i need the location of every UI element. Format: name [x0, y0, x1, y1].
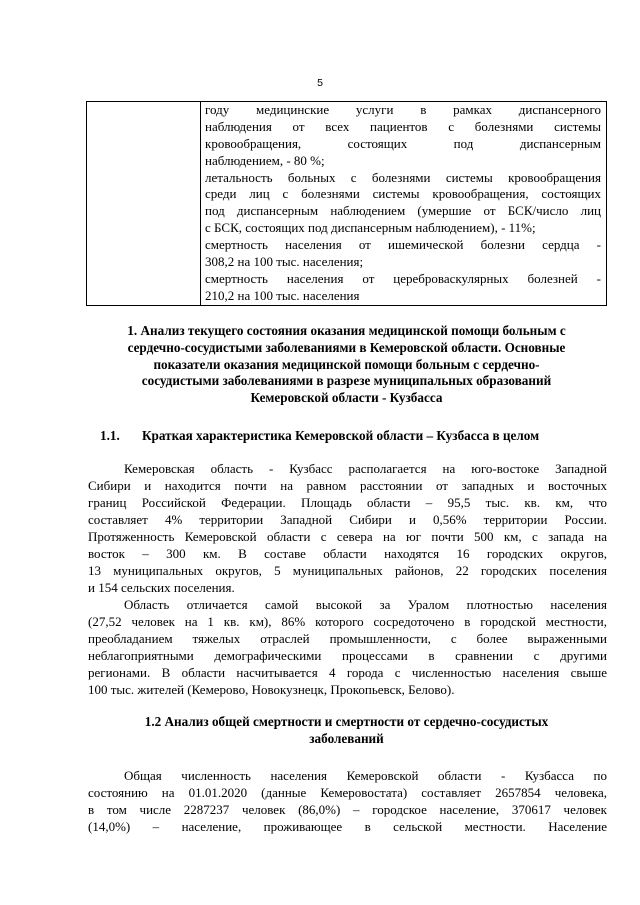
heading-line: заболеваний	[309, 730, 384, 746]
section-1-2-heading	[86, 714, 607, 748]
paragraph-line: Общая численность населения Кемеровской области - Кузбасса по	[124, 768, 607, 783]
heading-line: сосудистыми заболеваниями в разрезе муниципальных образований	[141, 373, 552, 389]
paragraph-line: 100 тыс. жителей (Кемерово, Новокузнецк, Прокопьевск, Белово).	[88, 682, 455, 697]
cell-line: летальность больных с болезнями системы кровообращения	[205, 169, 601, 185]
paragraph-line: состоянию на 01.01.2020 (данные Кемеровостата) составляет 2657854 человека,	[88, 785, 607, 800]
table-cell-empty	[87, 102, 201, 306]
paragraph-line: Кемеровская область - Кузбасс располагается на юго-востоке Западной	[124, 461, 607, 476]
heading-line: Кемеровской области - Кузбасса	[250, 390, 443, 406]
paragraph-geography	[88, 460, 607, 596]
paragraph-line: восток – 300 км. В составе области находятся 16 городских округов,	[88, 546, 607, 561]
cell-line: 210,2 на 100 тыс. населения	[205, 287, 360, 303]
heading-line: 1. Анализ текущего состояния оказания медицинской помощи больным с	[127, 323, 566, 338]
paragraph-line: и 154 сельских поселения.	[88, 580, 235, 595]
section-1-1-heading	[100, 427, 607, 444]
paragraph-line: Область отличается самой высокой за Уралом плотностью населения	[124, 597, 607, 612]
cell-line: с БСК, состоящих под диспансерным наблюдением), - 11%;	[205, 220, 536, 236]
paragraph-line: в том числе 2287237 человек (86,0%) – городское население, 370617 человек	[88, 802, 607, 817]
paragraph-line: (14,0%) – население, проживающее в сельской местности. Население	[88, 819, 607, 834]
cell-line: наблюдения от всех пациентов с болезнями системы	[205, 118, 601, 134]
paragraph-line: неблагоприятными демографическими процессами в сравнении с другими	[88, 648, 607, 663]
paragraph-line: составляет 4% территории Западной Сибири и 0,56% территории России.	[88, 512, 607, 527]
paragraph-line: Сибири и находится почти на равном расстоянии от западных и восточных	[88, 478, 607, 493]
paragraph-population	[88, 596, 607, 698]
cell-line: смертность населения от цереброваскулярных болезней -	[205, 270, 601, 286]
cell-line: кровообращения, состоящих под диспансерным	[205, 135, 601, 151]
heading-line: показатели оказания медицинской помощи больным с сердечно-	[153, 356, 540, 372]
paragraph-line: (27,52 человек на 1 кв. км), 86% которого сосредоточено в городской местности,	[88, 614, 607, 629]
cell-line: смертность населения от ишемической болезни сердца -	[205, 237, 601, 253]
paragraph-line: 13 муниципальных округов, 5 муниципальных районов, 22 городских поселения	[88, 563, 607, 578]
paragraph-line: преобладанием тяжелых отраслей промышленности, с более выраженными	[88, 631, 607, 646]
cell-line: году медицинские услуги в рамках диспансерного	[205, 102, 601, 117]
paragraph-line: регионами. В области насчитывается 4 города с численностью населения свыше	[88, 665, 607, 680]
heading-line: сердечно-сосудистыми заболеваниями в Кемеровской области. Основные	[127, 339, 566, 355]
cell-line: 308,2 на 100 тыс. населения;	[205, 254, 364, 270]
paragraph-line: Протяженность Кемеровской области с севера на юг почти 500 км, с запада на	[88, 529, 607, 544]
section-1-heading	[86, 323, 607, 407]
paragraph-line: границ Российской Федерации. Площадь области – 95,5 тыс. кв. км, что	[88, 495, 607, 510]
section-title: Краткая характеристика Кемеровской области – Кузбасса в целом	[142, 428, 540, 443]
table-cell-indicators	[201, 102, 607, 306]
continuation-table	[86, 101, 607, 306]
paragraph-population-count	[88, 767, 607, 835]
cell-line: среди лиц с болезнями системы кровообращения, состоящих	[205, 186, 601, 202]
heading-line: 1.2 Анализ общей смертности и смертности от сердечно-сосудистых	[144, 714, 549, 729]
cell-line: наблюдением, - 80 %;	[205, 152, 325, 168]
table-row	[87, 102, 607, 306]
page-number: 5	[317, 77, 323, 89]
section-number: 1.1.	[100, 428, 120, 443]
cell-line: под диспансерным наблюдением (умершие от БСК/число лиц	[205, 203, 601, 219]
